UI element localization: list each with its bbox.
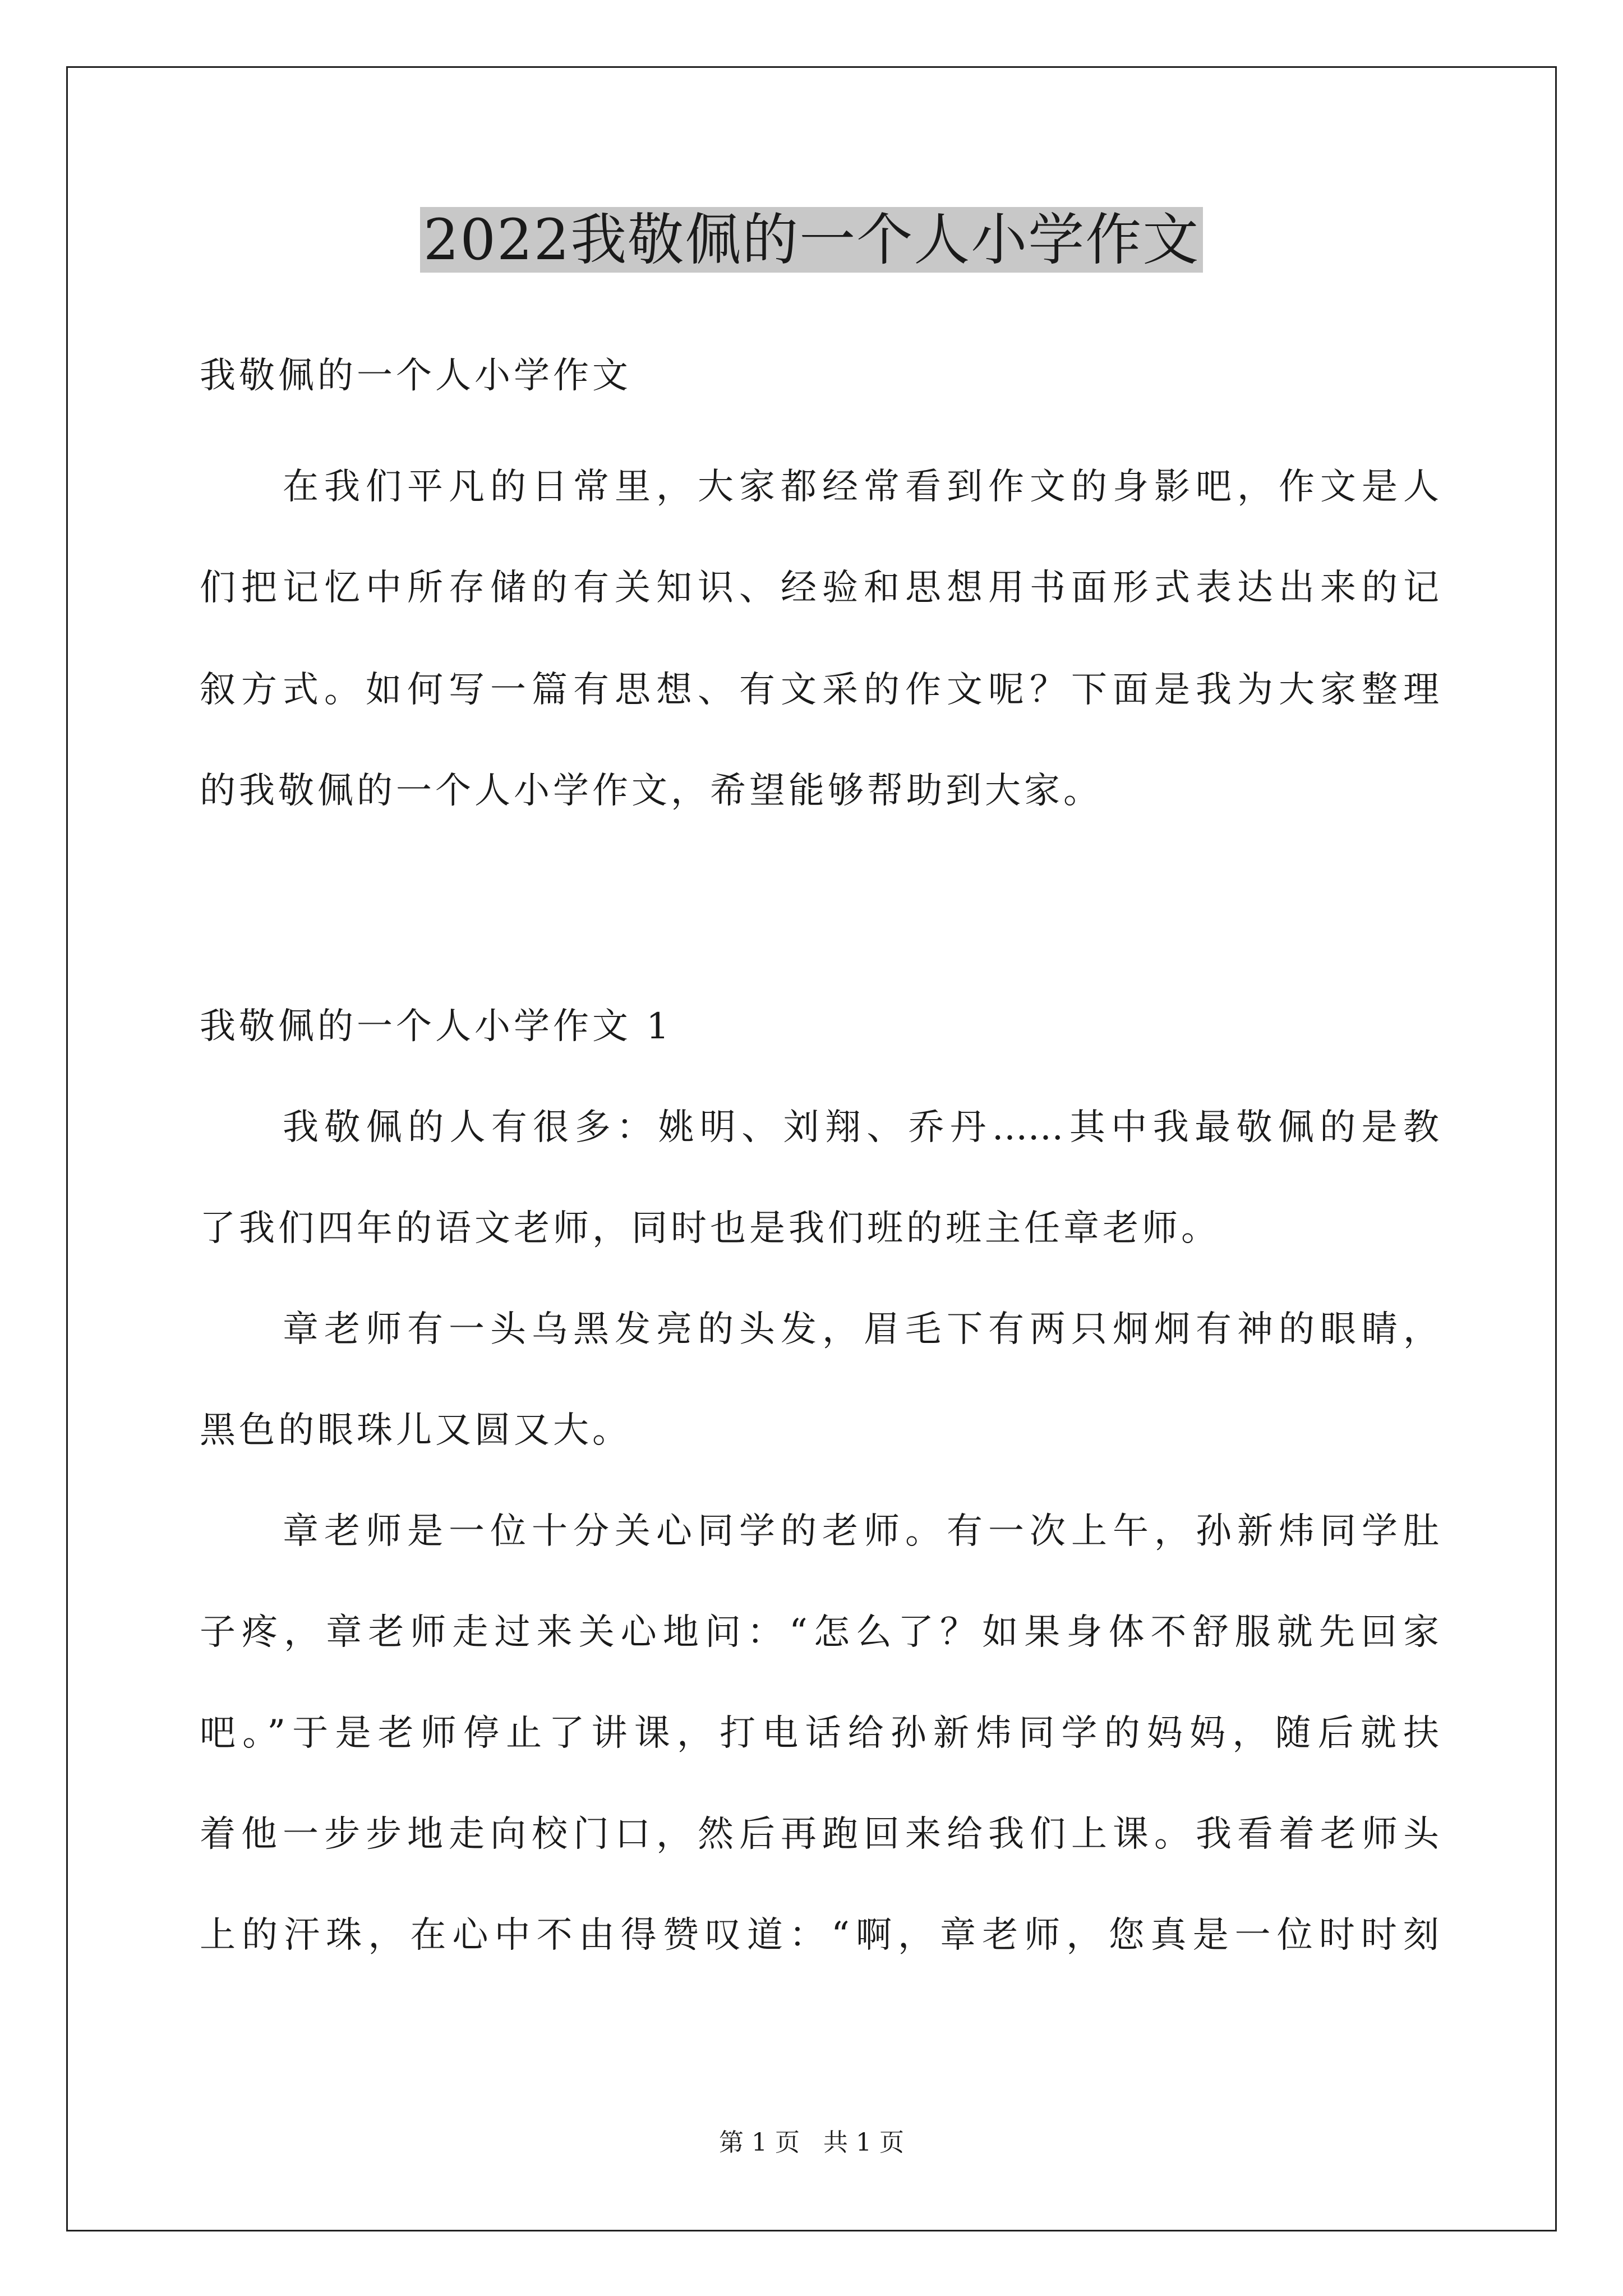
section-heading-1: 我敬佩的一个人小学作文 1 (200, 1006, 673, 1047)
intro-line-1: 在我们平凡的日常里，大家都经常看到作文的身影吧，作文是人 (283, 466, 1439, 508)
section-heading: 我敬佩的一个人小学作文 (200, 355, 631, 397)
document-title (0, 201, 1623, 279)
intro-line-4: 的我敬佩的一个人小学作文，希望能够帮助到大家。 (200, 770, 1103, 812)
para3-line-2: 子疼，章老师走过来关心地问：“怎么了？如果身体不舒服就先回家 (200, 1612, 1439, 1653)
para2-line-1: 章老师有一头乌黑发亮的头发，眉毛下有两只炯炯有神的眼睛， (283, 1309, 1439, 1350)
para1-line-2: 了我们四年的语文老师，同时也是我们班的班主任章老师。 (200, 1208, 1220, 1249)
para3-line-4: 着他一步步地走向校门口，然后再跑回来给我们上课。我看着老师头 (200, 1814, 1439, 1855)
para3-line-1: 章老师是一位十分关心同学的老师。有一次上午，孙新炜同学肚 (283, 1511, 1439, 1552)
page-footer (0, 2126, 1623, 2160)
para1-line-1: 我敬佩的人有很多：姚明、刘翔、乔丹……其中我最敬佩的是教 (283, 1107, 1439, 1148)
page-total: 共 1 页 (823, 2128, 904, 2157)
intro-line-3: 叙方式。如何写一篇有思想、有文采的作文呢？下面是我为大家整理 (200, 669, 1439, 711)
para3-line-5: 上的汗珠，在心中不由得赞叹道：“啊，章老师，您真是一位时时刻 (200, 1915, 1439, 1956)
intro-line-2: 们把记忆中所存储的有关知识、经验和思想用书面形式表达出来的记 (200, 567, 1439, 609)
para3-line-3: 吧。”于是老师停止了讲课，打电话给孙新炜同学的妈妈，随后就扶 (200, 1713, 1439, 1754)
para2-line-2: 黑色的眼珠儿又圆又大。 (200, 1410, 631, 1451)
page-number: 第 1 页 (719, 2128, 800, 2157)
document-title-text: 2022我敬佩的一个人小学作文 (420, 207, 1204, 273)
